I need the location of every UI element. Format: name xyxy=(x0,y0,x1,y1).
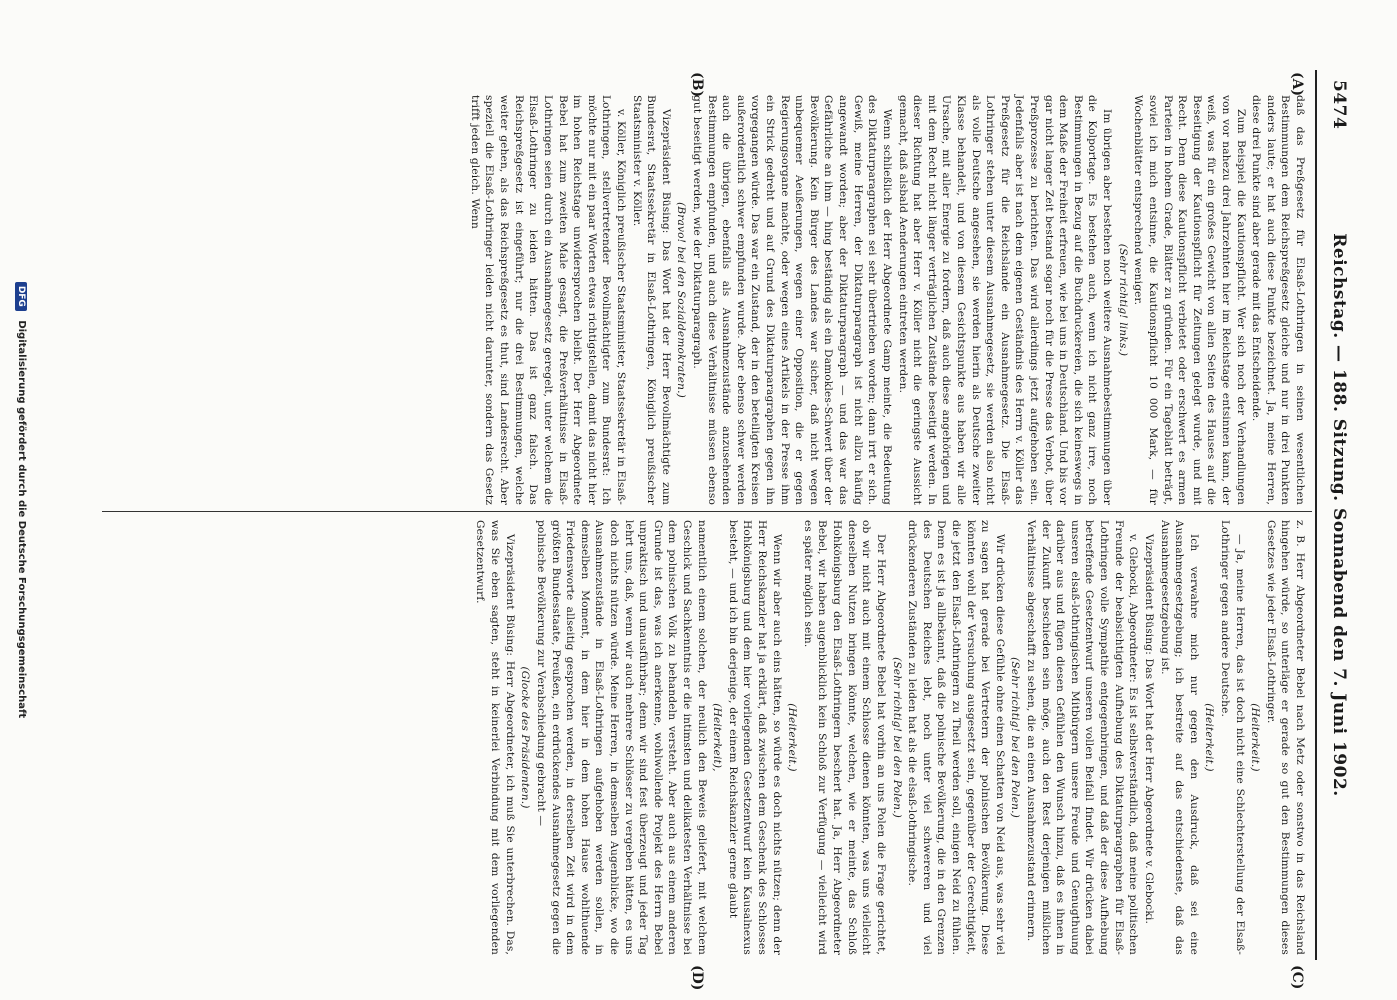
paragraph: Wenn wir aber auch eins hätten, so würde es doch nichts nützen; denn der Herr Reichskanzler hat ja erklärt, daß zwischen dem Geschenk des Schlosses Hohkönigsburg und dem hier vorliegenden Gesetzentwurf kein Kausalnexus besteht, — und ich bin derjenige, der einem Reichskanzler gerne glaubt xyxy=(726,520,783,955)
dfg-logo: DFG xyxy=(15,282,27,311)
interjection: (Heiterkeit.) xyxy=(1203,703,1216,772)
margin-marker-a: (A) xyxy=(1289,72,1305,97)
paragraph: Zum Beispiel die Kautionspflicht. Wer sich noch der Verhandlungen von vor nahezu drei Jahrzehnten hier im Reichstage entsinnen kann, der weiß, was für ein großes Gewicht von allen Seiten des Hauses auf die Beseitigung der Kautionspflicht für Zeitungen gelegt wurde, und mit Recht. Denn diese Kautionspflicht verbietet oder erschwert es armen Parteien in hohem Grade, Blätter zu gründen. Für ein Tageblatt beträgt, soviel ich mich entsinne, die Kautionspflicht 10 000 Mark, — für Wochenblätter entsprechend weniger. xyxy=(1132,95,1247,505)
interjection: (Sehr richtig! bei den Polen.) xyxy=(890,657,903,818)
interjection: (Glocke des Präsidenten.) xyxy=(519,666,532,809)
paragraph: Vizepräsident Büsing: Das Wort hat der Herr Abgeordnete v. Glebocki. xyxy=(1142,534,1155,925)
page-header xyxy=(1317,70,1357,960)
paragraph: Der Herr Abgeordnete Bebel hat vorhin an uns Polen die Frage gerichtet, ob wir nicht auch mit einem Schlosse dienen könnten, was uns vielleicht denselben Nutzen bringen könnte, welchen, wie er meinte, das Schloß Hohkönigsburg den Elsaß-Lothringern beschert hat. Ja, Herr Abgeordneter Bebel, wir haben augenblicklich kein Schloß zur Verfügung — vielleicht wird es später möglich sein. xyxy=(801,520,887,955)
paragraph: daß das Preßgesetz für Elsaß-Lothringen in seinen wesentlichen Bestimmungen dem Reichspreßgesetz gleiche und nur in drei Punkten anders laute; er hat auch diese Punkte bezeichnet. Ja, meine Herren, diese drei Punkte sind aber gerade mit das Entscheidende. xyxy=(1250,95,1306,505)
paragraph: v. Glebocki, Abgeordneter: Es ist selbstverständlich, daß meine politischen Freunde der beabsichtigten Aufhebung des Diktaturparagraphen für Elsaß-Lothringen volle Sympathie entgegenbringen, und daß der diese Aufhebung betreffende Gesetzentwurf unseren vollen Beifall findet. Wir drücken dabei unseren elsaß-lothringischen Mitbürgern unsere Freude und Genugthuung darüber aus und fügen diesen Gefühlen den Wunsch hinzu, daß es ihnen in der Zukunft beschieden sein möge, auch den Rest derjenigen mißlichen Verhältnisse abgeschafft zu sehen, die an einen Ausnahmezustand erinnern. xyxy=(1025,520,1140,955)
footer-credit xyxy=(15,0,27,1000)
page-title: Reichstag. — 188. Sitzung. Sonnabend den 7. Juni 1902. xyxy=(1329,233,1349,797)
column-divider xyxy=(102,511,1312,512)
interjection: (Sehr richtig! links.) xyxy=(1116,243,1129,357)
paragraph: z. B. Herr Abgeordneter Bebel nach Metz oder sonstwo in das Reichsland hingehen würde, so unterläge er gerade so gut den Bestimmungen dieses Gesetzes wie jeder Elsaß-Lothringer. xyxy=(1264,520,1306,955)
paragraph: Ich verwahre mich nur gegen den Ausdruck, daß sei eine Ausnahmegesetzgebung; ich bestreite auf das entschiedenste, daß das Ausnahmegesetzgebung ist. xyxy=(1158,520,1200,955)
paragraph: Vizepräsident Büsing: Das Wort hat der Herr Bevollmächtigte zum Bundesrat, Staatssekretär in Elsaß-Lothringen, Königlich preußischer Staatsminister v. Köller. xyxy=(630,95,672,505)
footer-text: Digitalisierung gefördert durch die Deutsche Forschungsgemeinschaft xyxy=(16,320,27,719)
paragraph: v. Köller, Königlich preußischer Staatsminister, Staatssekretär in Elsaß-Lothringen, stellvertretender Bevollmächtigter zum Bundesrat: Ich möchte nur mit ein paar Worten etwas richtigstellen, damit das nicht hier im hohen Reichstage unwidersprochen bleibt. Der Herr Abgeordnete Bebel hat zum zweiten Male gesagt, die Preßverhältnisse in Elsaß-Lothringen seien durch ein Ausnahmegesetz geregelt, unter welchem die Elsaß-Lothringer zu leiden hätten. Das ist ganz falsch. Das Reichspreßgesetz ist eingeführt; nur die drei Bestimmungen, welche weiter gehen, als das Reichspreßgesetz es thut, sind Landesrecht. Aber speziell die Elsaß-Lothringer leiden nicht darunter, sondern das Gesetz trifft jeden gleich. Wenn xyxy=(468,95,627,505)
right-column xyxy=(472,520,1307,955)
paragraph: Wenn schließlich der Herr Abgeordnete Gamp meinte, die Bedeutung des Diktaturparagraphen sei sehr übertrieben worden; dann irrt er sich. Gewiß, meine Herren, der Diktaturparagraph ist nicht allzu häufig angewandt worden; aber der Diktaturparagraph — und das war das Gefährliche an ihm — hing beständig als ein Damokles-Schwert über der Bevölkerung. Kein Bürger des Landes war sicher, daß nicht wegen unbequemer Aeußerungen, wegen einer Opposition, die er gegen Regierungsorgane machte, oder wegen eines Artikels in der Presse ihm ein Strick gedreht und auf Grund des Diktaturparagraphen gegen ihn vorgegangen würde. Das war ein Zustand, der in den beteiligten Kreisen außerordentlich schwer empfunden wurde. Aber ebenso schwer werden auch die übrigen, ebenfalls als Ausnahmezustände anzusehenden Bestimmungen empfunden, und auch diese Verhältnisse müssen ebenso gut beseitigt werden, wie der Diktaturparagraph. xyxy=(691,95,893,505)
paragraph: Vizepräsident Büsing: Herr Abgeordneter, ich muß Sie unterbrechen. Das, was Sie eben sagten, steht in keinerlei Verbindung mit dem vorliegenden Gesetzentwurf. xyxy=(474,520,516,955)
interjection: (Heiterkeit), xyxy=(711,703,724,772)
header-rule xyxy=(1315,70,1317,960)
margin-marker-d: (D) xyxy=(689,965,705,991)
interjection: (Bravo! bei den Sozialdemokraten.) xyxy=(675,202,688,398)
paragraph: namentlich einem solchen, der neulich den Beweis geliefert, mit welchem Geschick und Sachkenntnis er die intimsten und delikatesten Verhältnisse bei dem polnischen Volk zu behandeln versteht. Aber auch aus einem anderen Grunde ist das, was ich anerkenne, wohlwollende Projekt des Herrn Bebel unpraktisch und unausführbar; denn wir sind fest überzeugt und jeder Tag lehrt uns, daß, wenn wir auch mehrere Schlösser zu vergeben hätten, es uns doch nichts nützen würde. Meine Herren, in demselben Augenblicke, wo die Ausnahmezustände in Elsaß-Lothringen aufgehoben werden sollen, in demselben Moment, in dem hier in dem hohen Hause wohlthuende Friedensworte allseitig gesprochen werden, in derselben Zeit wird in dem größten Bundesstaate, Preußen, ein erdrückendes Ausnahmegesetz gegen die polnische Bevölkerung zur Verabschiedung gebracht — xyxy=(534,520,708,955)
interjection: (Heiterkeit.) xyxy=(1249,703,1262,772)
interjection: (Heiterkeit.) xyxy=(786,703,799,772)
page-number: 5474 xyxy=(1329,80,1349,130)
interjection: (Sehr richtig! bei den Polen.) xyxy=(1009,657,1022,818)
left-column xyxy=(466,95,1307,505)
margin-marker-b: (B) xyxy=(689,72,705,98)
margin-marker-c: (C) xyxy=(1289,965,1305,990)
paragraph: — Ja, meine Herren, das ist doch nicht eine Schlechterstellung der Elsaß-Lothringer gegen andere Deutsche. xyxy=(1218,520,1246,955)
paragraph: Wir drücken diese Gefühle ohne einen Schatten von Neid aus, was sehr viel zu sagen hat gerade bei Vertretern der polnischen Bevölkerung. Diese könnten wohl der Versuchung ausgesetzt sein, gegenüber der Gerechtigkeit, die jetzt den Elsaß-Lothringern zu Theil werden soll, einigen Neid zu fühlen. Denn es ist ja allbekannt, daß die polnische Bevölkerung, die in den Grenzen des Deutschen Reiches lebt, noch unter viel schwereren und viel drückenderen Zuständen zu leiden hat als die elsaß-lothringische. xyxy=(906,520,1006,955)
paragraph: Im übrigen aber bestehen noch weitere Ausnahmebestimmungen über die Kolportage. Es bestehen auch, wenn ich nicht ganz irre, noch Bestimmungen in Bezug auf die Buchdruckereien, die sich keineswegs in dem Maße der Freiheit erfreuen, wie bei uns in Deutschland. Und bis vor gar nicht langer Zeit bestand sogar noch für die Presse das Verbot, über Preßprozesse zu berichten. Das wird allerdings jetzt aufgehoben sein. Jedenfalls aber ist nach dem eigenen Geständnis des Herrn v. Köller das Preßgesetz für die Reichslande ein Ausnahmegesetz. Die Elsaß-Lothringer stehen unter diesem Ausnahmegesetz, sie werden also nicht als volle Deutsche angesehen, sie werden hierin als Deutsche zweiter Klasse behandelt, und von diesem Gesichtspunkte aus haben wir alle Ursache, mit aller Energie zu fordern, daß auch diese angehörigen und mit dem Recht nicht länger verträglichen Zustände beseitigt werden. In dieser Richtung hat aber Herr v. Köller nicht die geringste Aussicht gemacht, daß alsbald Aenderungen eintreten werden. xyxy=(896,95,1114,505)
